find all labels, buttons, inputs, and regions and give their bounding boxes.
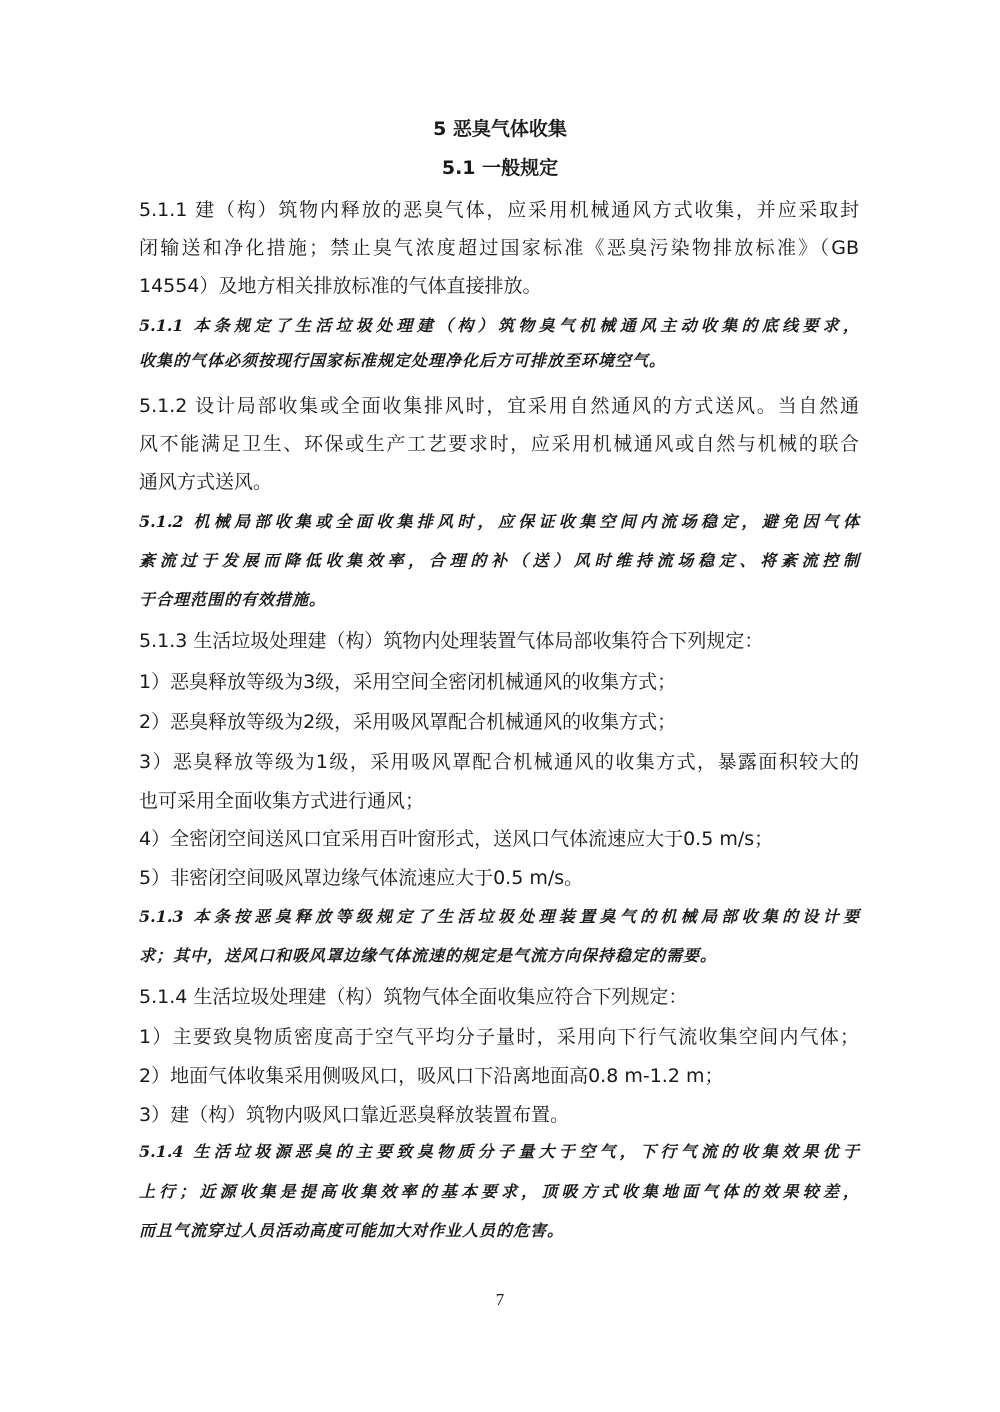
clause-5-1-3-item-2: 2）恶臭释放等级为2级，采用吸风罩配合机械通风的收集方式； [139, 711, 677, 733]
clause-5-1-2-line-2: 风不能满足卫生、环保或生产工艺要求时，应采用机械通风或自然与机械的联合 [139, 433, 859, 455]
clause-5-1-1-line-3: 14554）及地方相关排放标准的气体直接排放。 [139, 275, 542, 297]
clause-5-1-3-item-3-line-1: 3）恶臭释放等级为1级，采用吸风罩配合机械通风的收集方式，暴露面积较大的 [139, 751, 859, 773]
explanation-5-1-4-line-3: 而且气流穿过人员活动高度可能加大对作业人员的危害。 [139, 1221, 565, 1240]
clause-5-1-3-item-5: 5）非密闭空间吸风罩边缘气体流速应大于0.5 m/s。 [139, 867, 584, 889]
explanation-5-1-2-line-3: 于合理范围的有效措施。 [139, 590, 327, 609]
explanation-5-1-1-line-2: 收集的气体必须按现行国家标准规定处理净化后方可排放至环境空气。 [139, 351, 667, 370]
clause-5-1-4-line-1: 5.1.4 生活垃圾处理建（构）筑物气体全面收集应符合下列规定： [139, 986, 688, 1008]
subsection-heading: 5.1 一般规定 [441, 157, 559, 179]
clause-5-1-1-line-2: 闭输送和净化措施；禁止臭气浓度超过国家标准《恶臭污染物排放标准》（GB [139, 237, 859, 259]
clause-5-1-3-item-4: 4）全密闭空间送风口宜采用百叶窗形式，送风口气体流速应大于0.5 m/s； [139, 828, 774, 850]
explanation-5-1-3-line-2: 求；其中，送风口和吸风罩边缘气体流速的规定是气流方向保持稳定的需要。 [139, 946, 718, 965]
explanation-5-1-2-line-1: 5.1.2 机械局部收集或全面收集排风时，应保证收集空间内流场稳定，避免因气体 [139, 512, 859, 531]
page-number: 7 [495, 1290, 505, 1309]
clause-5-1-4-item-2: 2）地面气体收集采用侧吸风口，吸风口下沿离地面高0.8 m-1.2 m； [139, 1065, 724, 1087]
explanation-5-1-3-line-1: 5.1.3 本条按恶臭释放等级规定了生活垃圾处理装置臭气的机械局部收集的设计要 [139, 907, 859, 926]
explanation-5-1-1-line-1: 5.1.1 本条规定了生活垃圾处理建（构）筑物臭气机械通风主动收集的底线要求， [139, 316, 859, 335]
explanation-5-1-2-line-2: 紊流过于发展而降低收集效率，合理的补（送）风时维持流场稳定、将紊流控制 [139, 551, 859, 570]
clause-5-1-1-line-1: 5.1.1 建（构）筑物内释放的恶臭气体，应采用机械通风方式收集，并应采取封 [139, 199, 859, 221]
clause-5-1-2-line-3: 通风方式送风。 [139, 471, 273, 493]
clause-5-1-3-item-1: 1）恶臭释放等级为3级，采用空间全密闭机械通风的收集方式； [139, 671, 677, 693]
clause-5-1-4-item-1: 1）主要致臭物质密度高于空气平均分子量时，采用向下行气流收集空间内气体； [139, 1026, 859, 1048]
clause-5-1-2-line-1: 5.1.2 设计局部收集或全面收集排风时，宜采用自然通风的方式送风。当自然通 [139, 395, 859, 417]
section-heading: 5 恶臭气体收集 [433, 118, 567, 140]
explanation-5-1-4-line-1: 5.1.4 生活垃圾源恶臭的主要致臭物质分子量大于空气，下行气流的收集效果优于 [139, 1142, 859, 1161]
clause-5-1-4-item-3: 3）建（构）筑物内吸风口靠近恶臭释放装置布置。 [139, 1104, 570, 1126]
clause-5-1-3-item-3-line-2: 也可采用全面收集方式进行通风； [139, 790, 425, 812]
explanation-5-1-4-line-2: 上行；近源收集是提高收集效率的基本要求，顶吸方式收集地面气体的效果较差， [139, 1182, 859, 1201]
clause-5-1-3-line-1: 5.1.3 生活垃圾处理建（构）筑物内处理装置气体局部收集符合下列规定： [139, 630, 764, 652]
